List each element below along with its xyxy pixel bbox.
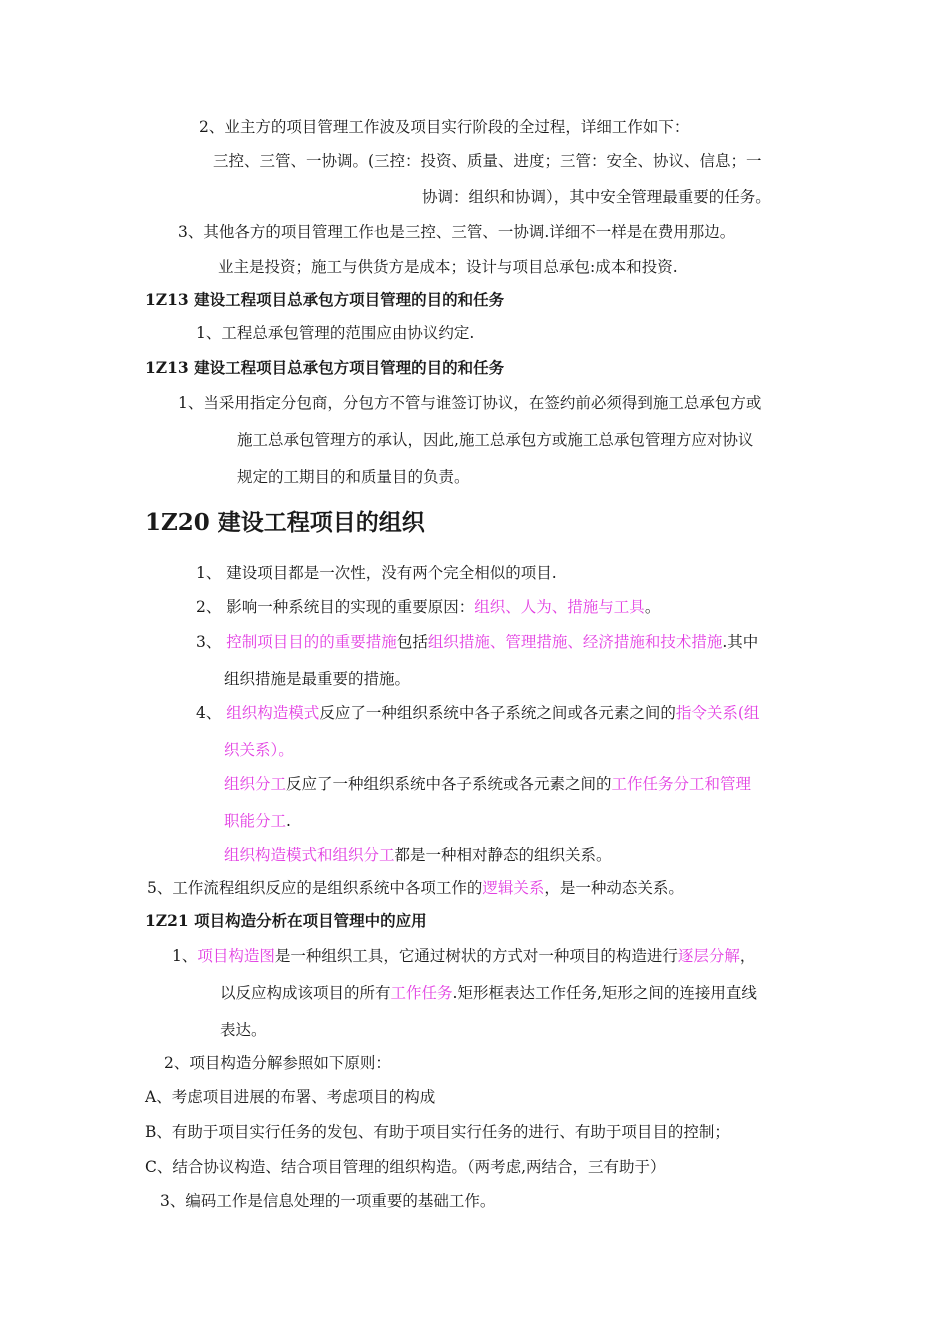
- highlight-text: 组织构造模式: [226, 704, 320, 722]
- paragraph: 2、业主方的项目管理工作波及项目实行阶段的全过程，详细工作如下：: [199, 118, 690, 136]
- paragraph: [224, 810, 291, 832]
- text-run: 1、: [172, 947, 198, 965]
- paragraph: 1、工程总承包管理的范围应由协议约定.: [196, 324, 475, 342]
- list-item: [196, 631, 758, 653]
- list-item: [196, 596, 660, 618]
- highlight-text: 织关系）。: [224, 741, 294, 759]
- paragraph: 协调：组织和协调），其中安全管理最重要的任务。: [422, 188, 771, 206]
- highlight-text: 组织分工: [224, 775, 287, 793]
- list-item: C、结合协议构造、结合项目管理的组织构造。（两考虑,两结合，三有助于）: [145, 1158, 666, 1176]
- highlight-text: 组织措施、管理措施、经济措施和技术措施: [427, 633, 723, 651]
- paragraph: [224, 844, 612, 866]
- list-item: B、有助于项目实行任务的发包、有助于项目实行任务的进行、有助于项目目的控制；: [145, 1123, 730, 1141]
- highlight-text: 逻辑关系: [482, 879, 545, 897]
- highlight-text: 指令关系(组: [675, 704, 760, 722]
- paragraph: [224, 773, 751, 795]
- paragraph: 业主是投资；施工与供货方是成本；设计与项目总承包:成本和投资.: [218, 258, 678, 276]
- text-run: .矩形框表达工作任务,矩形之间的连接用直线: [452, 984, 757, 1002]
- text-run: 包括: [396, 633, 428, 651]
- text-run: 反应了一种组织系统中各子系统或各元素之间的: [286, 775, 612, 793]
- chapter-heading: 1Z20 建设工程项目的组织: [145, 509, 425, 536]
- text-run: 3、: [196, 633, 227, 651]
- list-item: [172, 945, 755, 967]
- paragraph: 3、其他各方的项目管理工作也是三控、三管、一协调.详细不一样是在费用那边。: [178, 223, 736, 241]
- section-heading: 1Z13 建设工程项目总承包方项目管理的目的和任务: [145, 358, 505, 377]
- text-run: 5、工作流程组织反应的是组织系统中各项工作的: [147, 879, 483, 897]
- text-run: .其中: [722, 633, 759, 651]
- highlight-text: 工作任务分工和管理: [611, 775, 752, 793]
- highlight-text: 职能分工: [224, 812, 287, 830]
- paragraph: 1、当采用指定分包商，分包方不管与谁签订协议，在签约前必须得到施工总承包方或: [178, 394, 762, 412]
- paragraph: 组织措施是最重要的措施。: [224, 670, 411, 688]
- text-run: 都是一种相对静态的组织关系。: [394, 846, 612, 864]
- highlight-text: 项目构造图: [197, 947, 275, 965]
- paragraph: 施工总承包管理方的承认，因此,施工总承包方或施工总承包管理方应对协议: [237, 431, 754, 449]
- text-run: 是一种组织工具，它通过树状的方式对一种项目的构造进行: [274, 947, 678, 965]
- highlight-text: 工作任务: [390, 984, 453, 1002]
- text-run: 2、 影响一种系统目的实现的重要原因：: [196, 598, 475, 616]
- text-run: 反应了一种组织系统中各子系统之间或各元素之间的: [319, 704, 676, 722]
- list-item: [196, 702, 759, 724]
- list-item: 1、 建设项目都是一次性，没有两个完全相似的项目.: [196, 564, 557, 582]
- paragraph: 表达。: [220, 1021, 267, 1039]
- text-run: 4、: [196, 704, 227, 722]
- highlight-text: 组织、人为、措施与工具: [474, 598, 645, 616]
- text-run: 。: [644, 598, 661, 616]
- text-run: .: [286, 812, 291, 830]
- list-item: A、考虑项目进展的布署、考虑项目的构成: [145, 1088, 436, 1106]
- list-item: 3、编码工作是信息处理的一项重要的基础工作。: [160, 1192, 496, 1210]
- list-item: [147, 877, 684, 899]
- text-run: ，是一种动态关系。: [544, 879, 684, 897]
- paragraph: [220, 982, 757, 1004]
- list-item: 2、项目构造分解参照如下原则：: [164, 1054, 391, 1072]
- highlight-text: 控制项目目的的重要措施: [226, 633, 397, 651]
- text-run: ，: [739, 947, 756, 965]
- text-run: 以反应构成该项目的所有: [220, 984, 391, 1002]
- highlight-text: 逐层分解: [677, 947, 740, 965]
- paragraph: 规定的工期目的和质量目的负责。: [237, 468, 470, 486]
- section-heading: 1Z21 项目构造分析在项目管理中的应用: [145, 911, 427, 930]
- paragraph: 三控、三管、一协调。(三控：投资、质量、进度；三管：安全、协议、信息；一: [213, 152, 762, 170]
- section-heading: 1Z13 建设工程项目总承包方项目管理的目的和任务: [145, 290, 505, 309]
- highlight-text: 组织构造模式和组织分工: [224, 846, 395, 864]
